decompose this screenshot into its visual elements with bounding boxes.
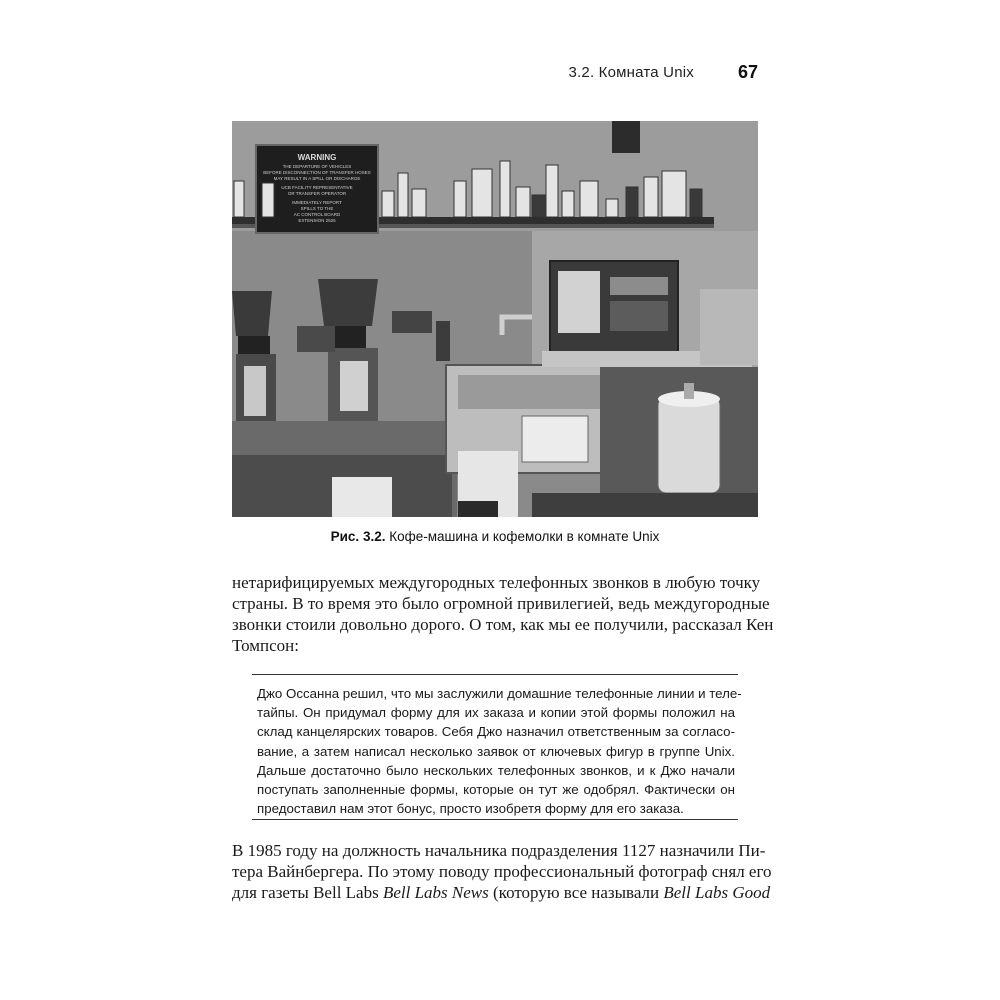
figure-photo [232,121,758,517]
quote-rule-top [252,674,738,675]
photo-coffee-room [232,121,758,517]
text-line: тера Вайнбергера. По этому поводу профессиональный фотограф снял его [232,862,772,881]
quote-line: склад канцелярских товаров. Себя Джо назначил ответственным за согласо- [257,724,735,740]
quote-line: Джо Оссанна решил, что мы заслужили домашние телефонные линии и теле- [257,686,742,701]
quote-line: вание, а затем написал несколько заявок от ключевых фигур в группе Unix. [257,743,735,759]
sign-line: THE DEPARTURE OF VEHICLES [282,164,352,169]
sign-line: UCB FACILITY REPRESENTATIVE [281,185,353,190]
caption-text: Кофе-машина и кофемолки в комнате Unix [385,529,660,544]
body-paragraph-1 [232,572,774,656]
page-number: 67 [737,62,758,82]
quote-line: поступать заполненные формы, которые он тут же одобрял. Фактически он [257,781,735,797]
text-line [232,882,771,903]
running-head [232,62,758,84]
sign-line: OR TRANSFER OPERATOR [287,191,347,196]
figure-caption [232,529,758,544]
text-line: В 1985 году на должность начальника подразделения 1127 назначили Пи- [232,841,766,860]
sign-line: IMMEDIATELY REPORT [292,200,342,205]
pressure-tank [658,383,720,493]
sign-line: AC CONTROL BOARD [293,212,341,217]
body-paragraph-2 [232,840,772,903]
text-line: звонки стоили довольно дорого. О том, как мы ее получили, рассказал Кен [232,615,774,634]
quote-line: Дальше достаточно было нескольких телефонных звонков, и к Джо начали [257,762,735,778]
publication-nickname: Bell Labs Good [663,883,771,902]
text-line: Томпсон: [232,636,300,655]
sign-line: WARNING [297,153,337,162]
text-line: нетарифицируемых междугородных телефонных звонков в любую точку [232,573,761,592]
text-run: (которую все называли [488,883,664,902]
block-quote [257,684,742,818]
quote-line: предоставил нам этот бонус, просто изобретя форму для его заказа. [257,801,684,817]
text-line: страны. В то время это было огромной привилегией, ведь междугородные [232,594,770,613]
sign-line: SPILLS TO THE [300,206,334,211]
text-run: для газеты Bell Labs [232,883,383,902]
quote-line: тайпы. Он придумал форму для их заказа и копии этой формы положил на [257,705,735,721]
sign-line: MAY RESULT IN A SPILL OR DISCHARGE [273,176,361,181]
sign-line: BEFORE DISCONNECTION OF TRANSFER HOSES [263,170,371,175]
sign-line: EXTENSION 2525 [298,218,336,223]
publication-name: Bell Labs News [382,883,489,902]
running-title: 3.2. Комната Unix [568,64,694,81]
caption-label: Рис. 3.2. [330,529,386,544]
quote-rule-bottom [252,819,738,820]
